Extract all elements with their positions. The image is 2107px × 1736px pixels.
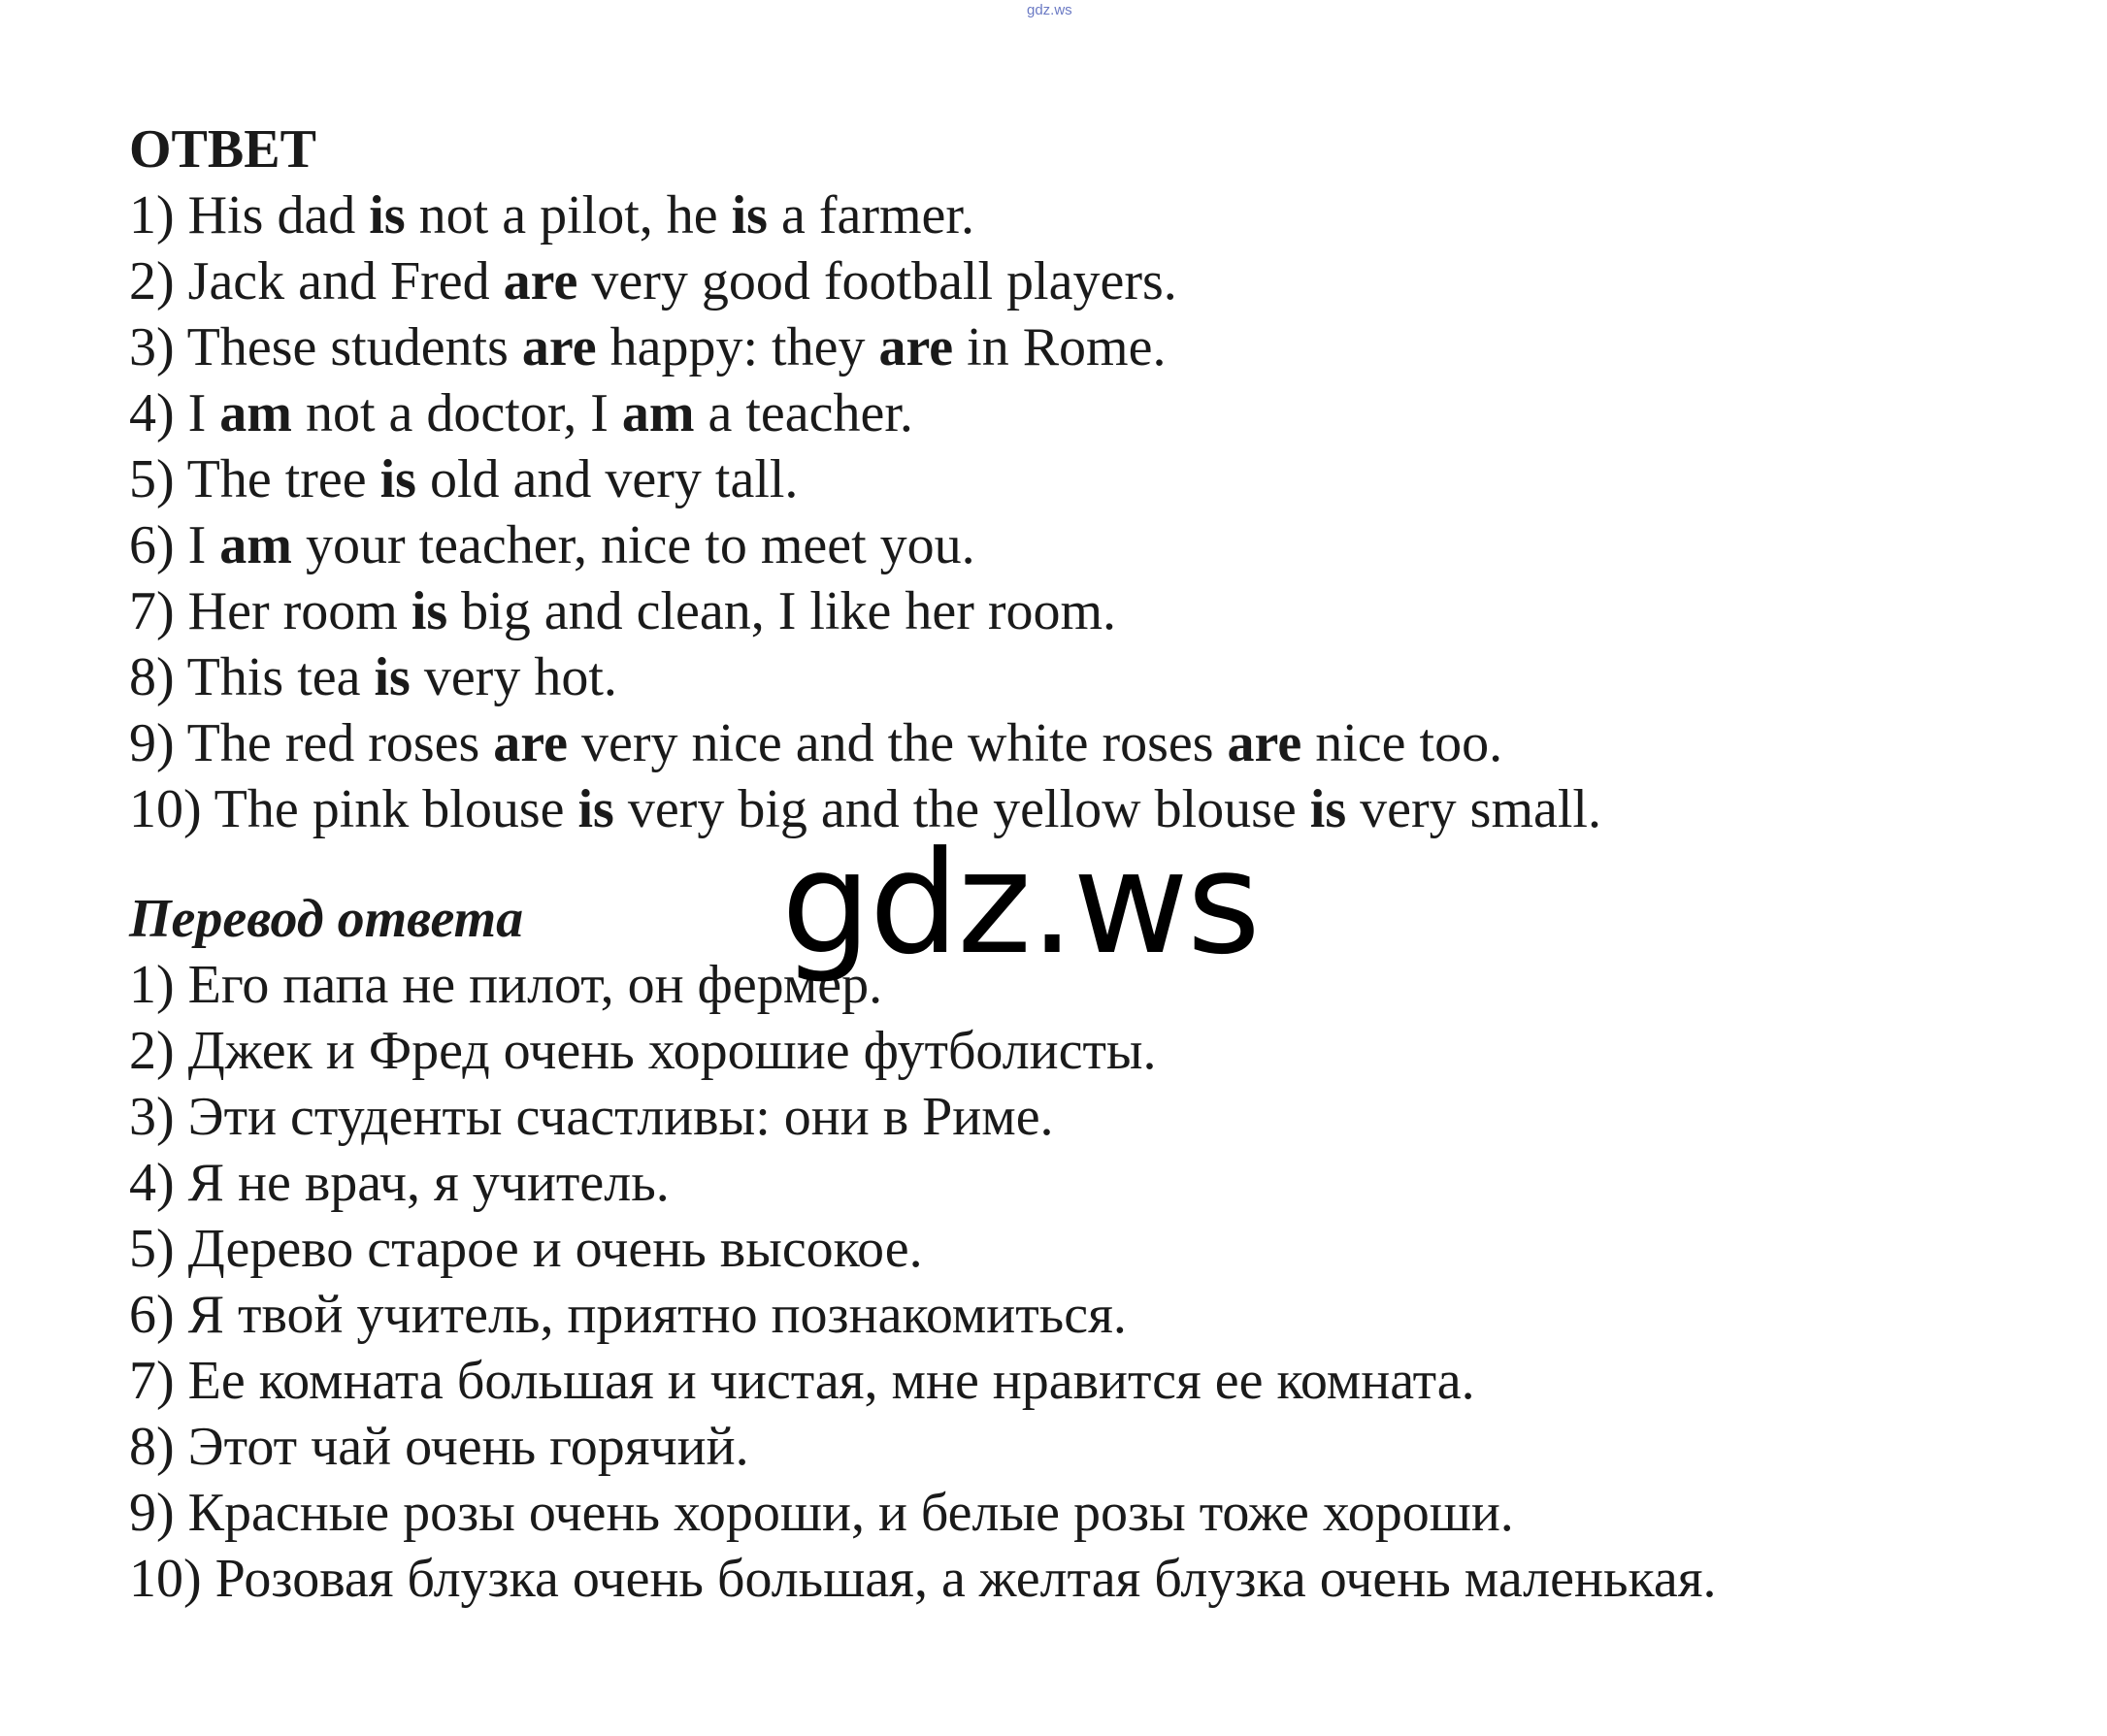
answer-verb: is: [731, 185, 768, 246]
answer-text: not a pilot, he: [405, 185, 732, 246]
answer-line: [129, 248, 1716, 314]
translation-line: 8) Этот чай очень горячий.: [129, 1417, 749, 1477]
answer-text: very big and the yellow blouse: [613, 779, 1310, 839]
answer-text: old and very tall.: [415, 449, 799, 509]
answer-text: very good football players.: [577, 251, 1177, 311]
answer-line: [129, 380, 1716, 446]
answer-verb: is: [411, 581, 448, 641]
answer-verb: are: [503, 251, 578, 311]
answer-verb: is: [577, 779, 614, 839]
answer-verb: am: [219, 515, 292, 575]
translation-line: 3) Эти студенты счастливы: они в Риме.: [129, 1087, 1054, 1147]
answers-list: [129, 182, 1716, 842]
answer-verb: am: [621, 383, 695, 443]
answer-text: a farmer.: [767, 185, 974, 246]
answer-heading: ОТВЕТ: [129, 119, 316, 180]
translation-line: 2) Джек и Фред очень хорошие футболисты.: [129, 1021, 1157, 1081]
answer-line: [129, 578, 1716, 644]
answer-line: [129, 710, 1716, 776]
answer-text: 3) These students: [129, 317, 522, 377]
translation-line: 5) Дерево старое и очень высокое.: [129, 1219, 923, 1279]
answer-line: [129, 314, 1716, 380]
answer-verb: is: [379, 449, 416, 509]
translation-line: 1) Его папа не пилот, он фермер.: [129, 955, 883, 1015]
answer-verb: is: [1309, 779, 1347, 839]
answer-text: not a doctor, I: [291, 383, 622, 443]
answer-verb: are: [521, 317, 597, 377]
translation-line: 9) Красные розы очень хороши, и белые розы тоже хороши.: [129, 1483, 1514, 1543]
answer-text: big and clean, I like her room.: [447, 581, 1117, 641]
answer-verb: is: [369, 185, 406, 246]
answer-verb: are: [878, 317, 954, 377]
answer-text: 5) The tree: [129, 449, 380, 509]
answer-text: a teacher.: [694, 383, 913, 443]
answer-text: in Rome.: [953, 317, 1167, 377]
answer-text: very hot.: [410, 647, 617, 707]
answer-text: 6) I: [129, 515, 220, 575]
watermark-logo: gdz.ws: [781, 821, 1259, 986]
answer-verb: am: [219, 383, 292, 443]
answer-text: 10) The pink blouse: [129, 779, 578, 839]
answer-verb: is: [374, 647, 411, 707]
translation-line: 7) Ее комната большая и чистая, мне нравится ее комната.: [129, 1351, 1475, 1411]
answer-text: 2) Jack and Fred: [129, 251, 504, 311]
translation-line: 4) Я не врач, я учитель.: [129, 1153, 670, 1213]
translation-heading: Перевод ответа: [129, 889, 524, 949]
answer-text: happy: they: [596, 317, 879, 377]
answer-line: [129, 512, 1716, 578]
answer-line: [129, 446, 1716, 512]
answer-verb: are: [493, 713, 568, 773]
top-watermark: gdz.ws: [1027, 2, 1072, 18]
answer-text: 9) The red roses: [129, 713, 494, 773]
answer-text: 4) I: [129, 383, 220, 443]
answer-verb: are: [1227, 713, 1302, 773]
answer-text: 1) His dad: [129, 185, 370, 246]
translation-line: 6) Я твой учитель, приятно познакомиться.: [129, 1285, 1127, 1345]
answer-text: 7) Her room: [129, 581, 412, 641]
translations-list: [129, 952, 1716, 1612]
answer-text: very nice and the white roses: [568, 713, 1228, 773]
answer-text: your teacher, nice to meet you.: [291, 515, 975, 575]
translation-line: 10) Розовая блузка очень большая, а желтая блузка очень маленькая.: [129, 1549, 1717, 1609]
answer-text: very small.: [1346, 779, 1601, 839]
answer-text: nice too.: [1301, 713, 1503, 773]
answer-line: [129, 644, 1716, 710]
answer-line: [129, 182, 1716, 248]
answer-text: 8) This tea: [129, 647, 375, 707]
